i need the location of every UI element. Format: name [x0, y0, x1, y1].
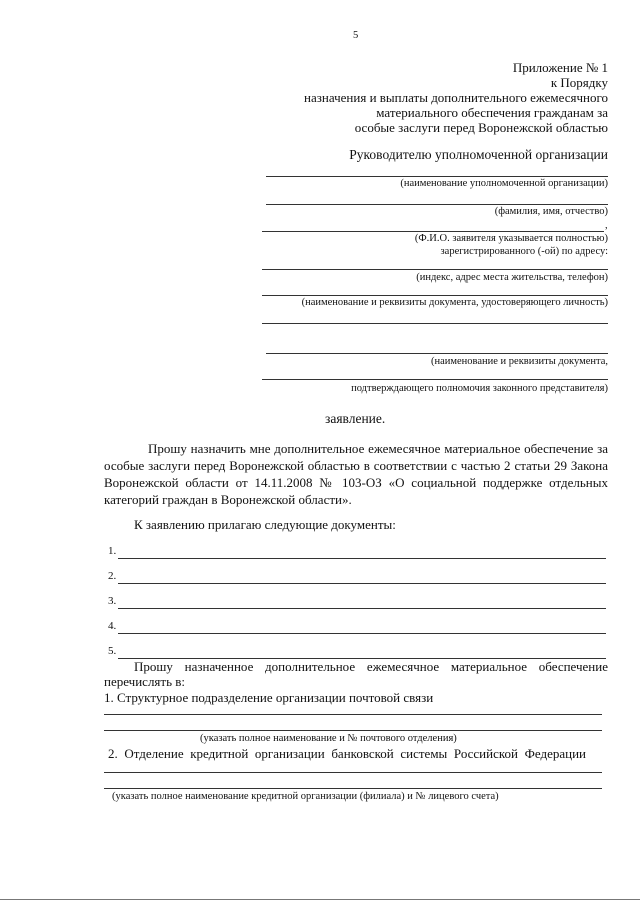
appendix-line-3: материального обеспечения гражданам за — [376, 105, 608, 120]
appendix-line-1: к Порядку — [550, 75, 608, 90]
fio-field — [266, 204, 608, 205]
attachment-line-4 — [108, 620, 606, 644]
page-bottom-edge — [0, 899, 640, 900]
registered-address-label: зарегистрированного (-ой) по адресу: — [440, 246, 608, 257]
request-paragraph: Прошу назначить мне дополнительное ежемесячное материальное обеспечение за особые заслуги перед Воронежской областью в соответствии с частью 2 статьи 29 Закона Воронежской области от 14.11.2008 № 103-ОЗ «О социальной поддержке отдельных категорий граждан в Воронежской области». — [104, 441, 608, 507]
id-document-caption: (наименование и реквизиты документа, удостоверяющего личность) — [301, 297, 608, 308]
page-number: 5 — [353, 30, 359, 41]
option-postal: 1. Структурное подразделение организации почтовой связи — [104, 690, 434, 705]
address-field — [262, 269, 608, 270]
rep-document-field — [266, 353, 608, 354]
option-bank: 2. Отделение кредитной организации банковской системы Российской Федерации — [108, 746, 586, 761]
comma-mark: , — [605, 220, 608, 231]
transfer-line-1: Прошу назначенное дополнительное ежемесячное материальное обеспечение — [134, 659, 608, 674]
appendix-title: Приложение № 1 — [512, 60, 608, 75]
id-document-field — [262, 295, 608, 296]
rep-document-caption-2: подтверждающего полномочия законного представителя) — [351, 383, 608, 394]
org-name-field — [266, 176, 608, 177]
applicant-fio-field — [262, 231, 604, 232]
attachment-line-3 — [108, 595, 606, 619]
attachment-line-2 — [108, 570, 606, 594]
bank-caption: (указать полное наименование кредитной организации (филиала) и № лицевого счета) — [112, 791, 499, 802]
attachment-line-1 — [108, 545, 606, 569]
rep-document-caption-1: (наименование и реквизиты документа, — [430, 356, 608, 367]
applicant-fio-caption: (Ф.И.О. заявителя указывается полностью) — [414, 233, 608, 244]
org-name-caption: (наименование уполномоченной организации) — [400, 178, 608, 189]
postal-field-1 — [104, 714, 602, 715]
attachment-number: 4. — [108, 620, 117, 632]
attachment-number: 1. — [108, 545, 117, 557]
transfer-line-2: перечислять в: — [104, 674, 186, 689]
attachment-number: 2. — [108, 570, 117, 582]
bank-field-2 — [104, 788, 602, 789]
fio-caption: (фамилия, имя, отчество) — [494, 206, 608, 217]
appendix-line-2: назначения и выплаты дополнительного ежемесячного — [304, 90, 608, 105]
address-caption: (индекс, адрес места жительства, телефон) — [416, 272, 608, 283]
appendix-line-4: особые заслуги перед Воронежской областью — [354, 120, 608, 135]
postal-field-2 — [104, 730, 602, 731]
attachments-intro: К заявлению прилагаю следующие документы: — [134, 517, 396, 532]
attachment-number: 3. — [108, 595, 117, 607]
postal-caption: (указать полное наименование и № почтового отделения) — [200, 733, 457, 744]
bank-field-1 — [104, 772, 602, 773]
rep-document-field-2 — [262, 379, 608, 380]
extra-field-1 — [262, 323, 608, 324]
addressee: Руководителю уполномоченной организации — [349, 147, 608, 162]
attachment-number: 5. — [108, 645, 117, 657]
document-title: заявление. — [325, 411, 386, 426]
